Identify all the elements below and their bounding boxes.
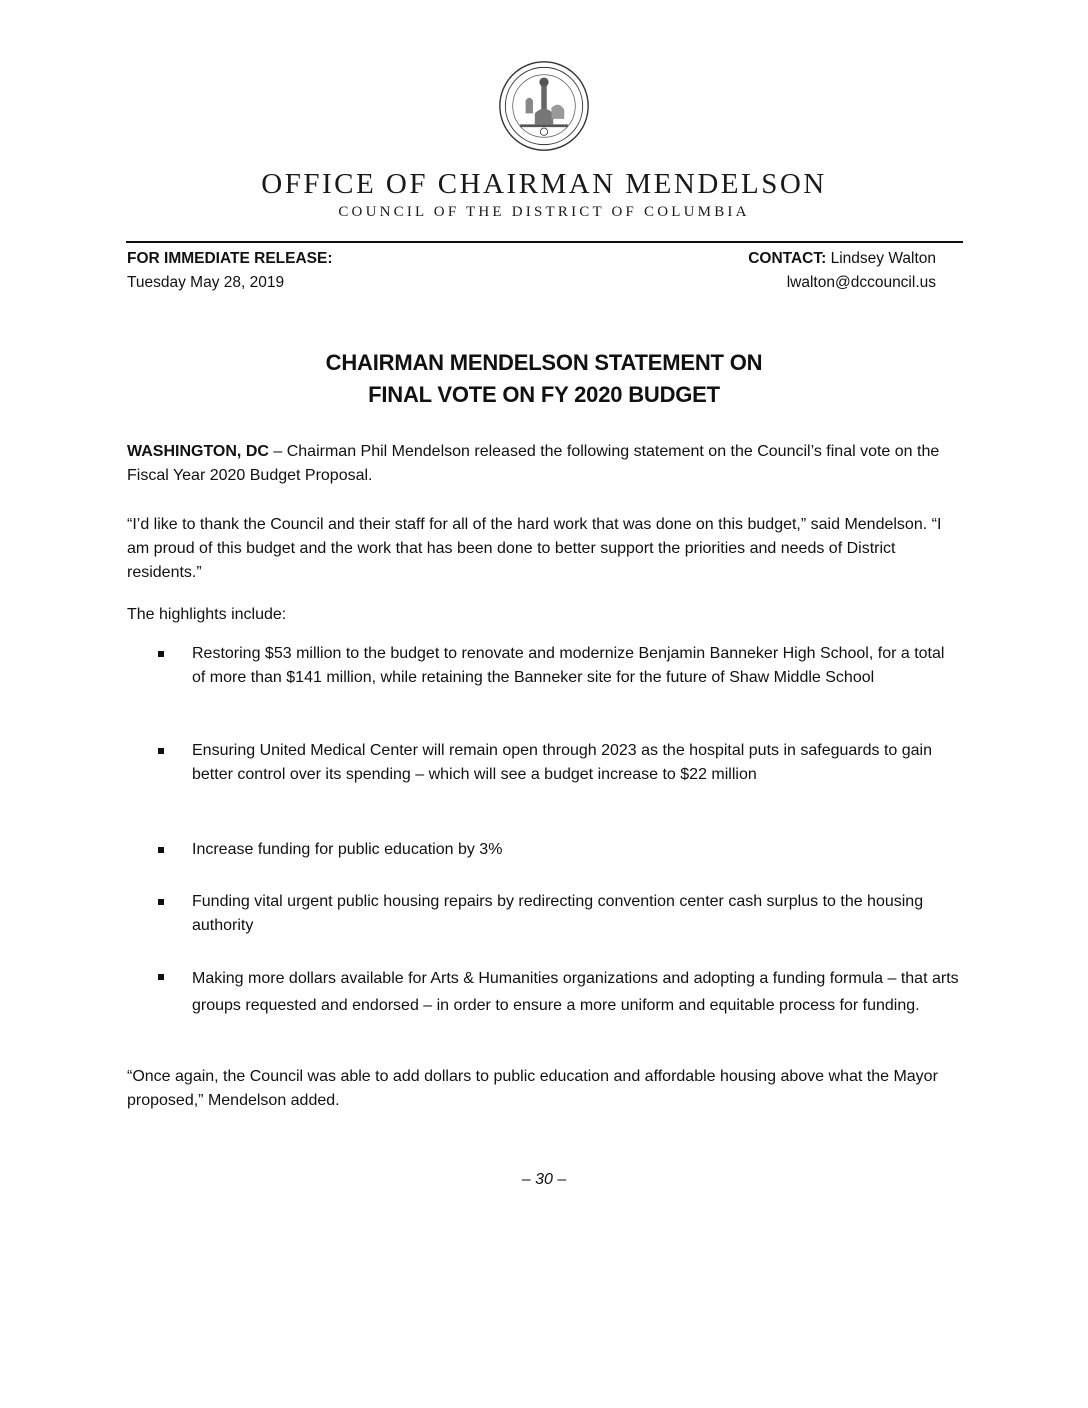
- highlight-text: Making more dollars available for Arts & Humanities organizations and adopting a funding formula – that arts groups requested and endorsed – in order to ensure a more uniform and equitable process for funding.: [192, 970, 959, 1014]
- intro-text: – Chairman Phil Mendelson released the following statement on the Council’s final vote on the Fiscal Year 2020 Budget Proposal.: [127, 443, 940, 484]
- highlight-text: Funding vital urgent public housing repairs by redirecting convention center cash surplus to the housing authority: [192, 893, 924, 934]
- council-subtitle: COUNCIL OF THE DISTRICT OF COLUMBIA: [338, 204, 750, 220]
- end-marker: – 30 –: [521, 1171, 567, 1188]
- contact-info: [748, 247, 936, 295]
- release-date: Tuesday May 28, 2019: [127, 274, 285, 291]
- headline-line-2: FINAL VOTE ON FY 2020 BUDGET: [368, 382, 720, 407]
- quote-paragraph: “I’d like to thank the Council and their staff for all of the hard work that was done on this budget,” said Mendelson. “I am proud of this budget and the work that has been done to better support the priorities and needs of District residents.”: [127, 516, 942, 581]
- highlight-text: Ensuring United Medical Center will remain open through 2023 as the hospital puts in safeguards to gain better control over its spending – which will see a budget increase to $22 million: [192, 742, 932, 783]
- bullet-icon: [158, 899, 164, 905]
- contact-email[interactable]: lwalton@dccouncil.us: [786, 274, 936, 291]
- bullet-icon: [158, 651, 164, 657]
- highlight-text: Restoring $53 million to the budget to renovate and modernize Benjamin Banneker High School, for a total of more than $141 million, while retaining the Banneker site for the future of Shaw Middle School: [192, 645, 945, 686]
- header-divider: [126, 241, 963, 243]
- closing-paragraph: “Once again, the Council was able to add dollars to public education and affordable housing above what the Mayor proposed,” Mendelson added.: [127, 1068, 938, 1109]
- bullet-icon: [158, 974, 164, 980]
- intro-paragraph: [127, 440, 957, 488]
- highlights-intro: The highlights include:: [127, 606, 287, 623]
- release-label: FOR IMMEDIATE RELEASE:: [127, 250, 333, 267]
- headline-line-1: CHAIRMAN MENDELSON STATEMENT ON: [325, 350, 763, 375]
- highlight-text: Increase funding for public education by 3%: [192, 841, 503, 858]
- bullet-icon: [158, 748, 164, 754]
- bullet-icon: [158, 847, 164, 853]
- office-title: OFFICE OF CHAIRMAN MENDELSON: [261, 168, 827, 200]
- dateline: WASHINGTON, DC: [127, 443, 269, 460]
- contact-label: CONTACT:: [748, 250, 827, 267]
- release-info: [127, 247, 333, 295]
- press-release-headline: [0, 347, 1088, 411]
- dc-seal-logo: [498, 60, 590, 152]
- contact-name: Lindsey Walton: [830, 250, 936, 267]
